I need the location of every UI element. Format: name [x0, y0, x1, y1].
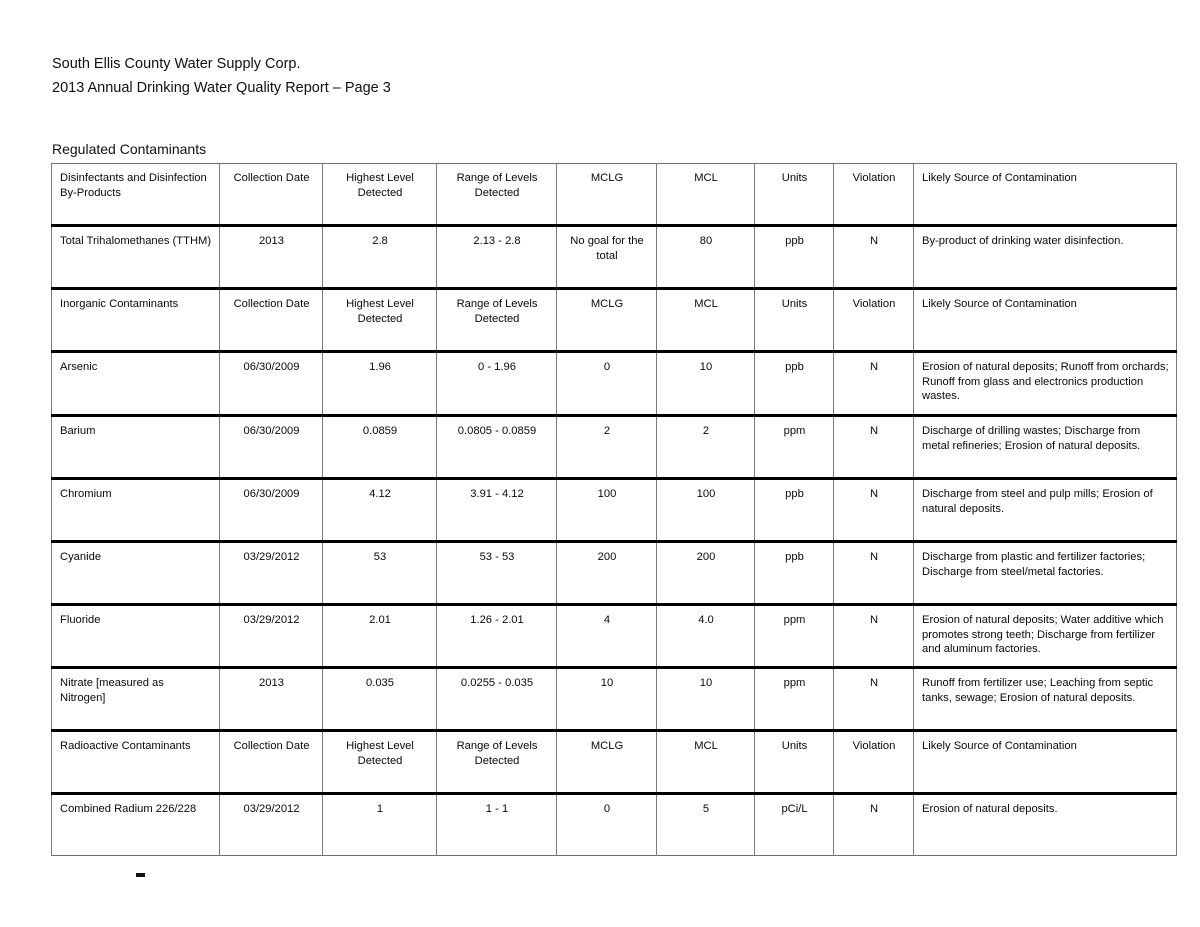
- cell-range-levels: 1 - 1: [437, 794, 557, 856]
- cell-source: Likely Source of Contamination: [914, 164, 1177, 226]
- cell-highest-level: Highest Level Detected: [323, 289, 437, 352]
- cell-collection-date: 03/29/2012: [220, 542, 323, 605]
- table-row-section-header: [52, 731, 1177, 794]
- cell-range-levels: Range of Levels Detected: [437, 731, 557, 794]
- page-artifact-dash: [136, 873, 145, 877]
- table-row: [52, 542, 1177, 605]
- cell-violation: N: [834, 794, 914, 856]
- cell-source: Erosion of natural deposits; Runoff from orchards; Runoff from glass and electronics production wastes.: [914, 352, 1177, 416]
- cell-collection-date: Collection Date: [220, 289, 323, 352]
- cell-mcl: 2: [657, 416, 755, 479]
- table-row: [52, 416, 1177, 479]
- table-row-section-header: [52, 164, 1177, 226]
- cell-units: Units: [755, 731, 834, 794]
- cell-source: Runoff from fertilizer use; Leaching from septic tanks, sewage; Erosion of natural deposits.: [914, 668, 1177, 731]
- cell-mclg: 10: [557, 668, 657, 731]
- cell-range-levels: Range of Levels Detected: [437, 164, 557, 226]
- cell-collection-date: 03/29/2012: [220, 794, 323, 856]
- cell-mclg: 200: [557, 542, 657, 605]
- cell-violation: Violation: [834, 731, 914, 794]
- cell-mcl: 80: [657, 226, 755, 289]
- cell-contaminant-name: Cyanide: [52, 542, 220, 605]
- cell-mcl: MCL: [657, 731, 755, 794]
- regulated-contaminants-table: [51, 163, 1177, 856]
- cell-violation: N: [834, 352, 914, 416]
- cell-violation: N: [834, 416, 914, 479]
- cell-collection-date: 03/29/2012: [220, 605, 323, 668]
- cell-units: Units: [755, 164, 834, 226]
- cell-units: ppb: [755, 352, 834, 416]
- cell-mclg: MCLG: [557, 289, 657, 352]
- cell-units: ppm: [755, 416, 834, 479]
- cell-violation: Violation: [834, 289, 914, 352]
- table-row: [52, 605, 1177, 668]
- cell-source: Discharge from plastic and fertilizer factories; Discharge from steel/metal factories.: [914, 542, 1177, 605]
- cell-mcl: MCL: [657, 289, 755, 352]
- cell-units: ppb: [755, 479, 834, 542]
- cell-range-levels: Range of Levels Detected: [437, 289, 557, 352]
- report-title: 2013 Annual Drinking Water Quality Report – Page 3: [52, 80, 391, 96]
- cell-source: Discharge of drilling wastes; Discharge from metal refineries; Erosion of natural deposits.: [914, 416, 1177, 479]
- cell-collection-date: Collection Date: [220, 731, 323, 794]
- cell-violation: Violation: [834, 164, 914, 226]
- cell-mcl: MCL: [657, 164, 755, 226]
- cell-collection-date: 06/30/2009: [220, 416, 323, 479]
- cell-contaminant-name: Arsenic: [52, 352, 220, 416]
- cell-source: Likely Source of Contamination: [914, 289, 1177, 352]
- cell-units: ppm: [755, 605, 834, 668]
- cell-collection-date: 06/30/2009: [220, 352, 323, 416]
- table-row: [52, 794, 1177, 856]
- cell-mclg: 100: [557, 479, 657, 542]
- cell-mclg: 2: [557, 416, 657, 479]
- cell-mclg: MCLG: [557, 731, 657, 794]
- cell-highest-level: 53: [323, 542, 437, 605]
- cell-highest-level: Highest Level Detected: [323, 731, 437, 794]
- cell-range-levels: 0 - 1.96: [437, 352, 557, 416]
- cell-violation: N: [834, 605, 914, 668]
- cell-source: Erosion of natural deposits; Water additive which promotes strong teeth; Discharge from fertilizer and aluminum factories.: [914, 605, 1177, 668]
- cell-contaminant-name: Fluoride: [52, 605, 220, 668]
- cell-contaminant-name: Radioactive Contaminants: [52, 731, 220, 794]
- document-header: [52, 52, 391, 100]
- cell-units: ppb: [755, 542, 834, 605]
- cell-range-levels: 0.0255 - 0.035: [437, 668, 557, 731]
- cell-mcl: 200: [657, 542, 755, 605]
- cell-highest-level: 1.96: [323, 352, 437, 416]
- cell-violation: N: [834, 479, 914, 542]
- cell-highest-level: 2.01: [323, 605, 437, 668]
- table-body: [52, 164, 1177, 856]
- cell-highest-level: Highest Level Detected: [323, 164, 437, 226]
- cell-mcl: 4.0: [657, 605, 755, 668]
- cell-contaminant-name: Barium: [52, 416, 220, 479]
- cell-contaminant-name: Combined Radium 226/228: [52, 794, 220, 856]
- cell-source: By-product of drinking water disinfection.: [914, 226, 1177, 289]
- cell-units: Units: [755, 289, 834, 352]
- cell-mcl: 10: [657, 668, 755, 731]
- cell-contaminant-name: Nitrate [measured as Nitrogen]: [52, 668, 220, 731]
- cell-mclg: MCLG: [557, 164, 657, 226]
- cell-collection-date: Collection Date: [220, 164, 323, 226]
- regulated-contaminants-table-wrap: [51, 163, 1176, 856]
- cell-contaminant-name: Inorganic Contaminants: [52, 289, 220, 352]
- cell-contaminant-name: Total Trihalomethanes (TTHM): [52, 226, 220, 289]
- cell-range-levels: 3.91 - 4.12: [437, 479, 557, 542]
- utility-name: South Ellis County Water Supply Corp.: [52, 56, 301, 72]
- cell-highest-level: 2.8: [323, 226, 437, 289]
- cell-range-levels: 1.26 - 2.01: [437, 605, 557, 668]
- cell-highest-level: 1: [323, 794, 437, 856]
- cell-contaminant-name: Disinfectants and Disinfection By-Products: [52, 164, 220, 226]
- cell-collection-date: 2013: [220, 668, 323, 731]
- cell-collection-date: 06/30/2009: [220, 479, 323, 542]
- cell-highest-level: 0.035: [323, 668, 437, 731]
- table-row: [52, 352, 1177, 416]
- cell-mclg: 0: [557, 352, 657, 416]
- table-row-section-header: [52, 289, 1177, 352]
- cell-mclg: 0: [557, 794, 657, 856]
- cell-mclg: 4: [557, 605, 657, 668]
- cell-units: ppm: [755, 668, 834, 731]
- table-row: [52, 668, 1177, 731]
- cell-source: Likely Source of Contamination: [914, 731, 1177, 794]
- cell-units: pCi/L: [755, 794, 834, 856]
- cell-violation: N: [834, 668, 914, 731]
- cell-highest-level: 0.0859: [323, 416, 437, 479]
- cell-violation: N: [834, 226, 914, 289]
- section-title: Regulated Contaminants: [52, 141, 207, 157]
- cell-range-levels: 53 - 53: [437, 542, 557, 605]
- cell-mclg: No goal for the total: [557, 226, 657, 289]
- cell-highest-level: 4.12: [323, 479, 437, 542]
- cell-mcl: 100: [657, 479, 755, 542]
- cell-violation: N: [834, 542, 914, 605]
- table-row: [52, 226, 1177, 289]
- cell-contaminant-name: Chromium: [52, 479, 220, 542]
- cell-units: ppb: [755, 226, 834, 289]
- cell-source: Discharge from steel and pulp mills; Erosion of natural deposits.: [914, 479, 1177, 542]
- cell-mcl: 5: [657, 794, 755, 856]
- cell-source: Erosion of natural deposits.: [914, 794, 1177, 856]
- cell-range-levels: 2.13 - 2.8: [437, 226, 557, 289]
- table-row: [52, 479, 1177, 542]
- cell-range-levels: 0.0805 - 0.0859: [437, 416, 557, 479]
- cell-collection-date: 2013: [220, 226, 323, 289]
- cell-mcl: 10: [657, 352, 755, 416]
